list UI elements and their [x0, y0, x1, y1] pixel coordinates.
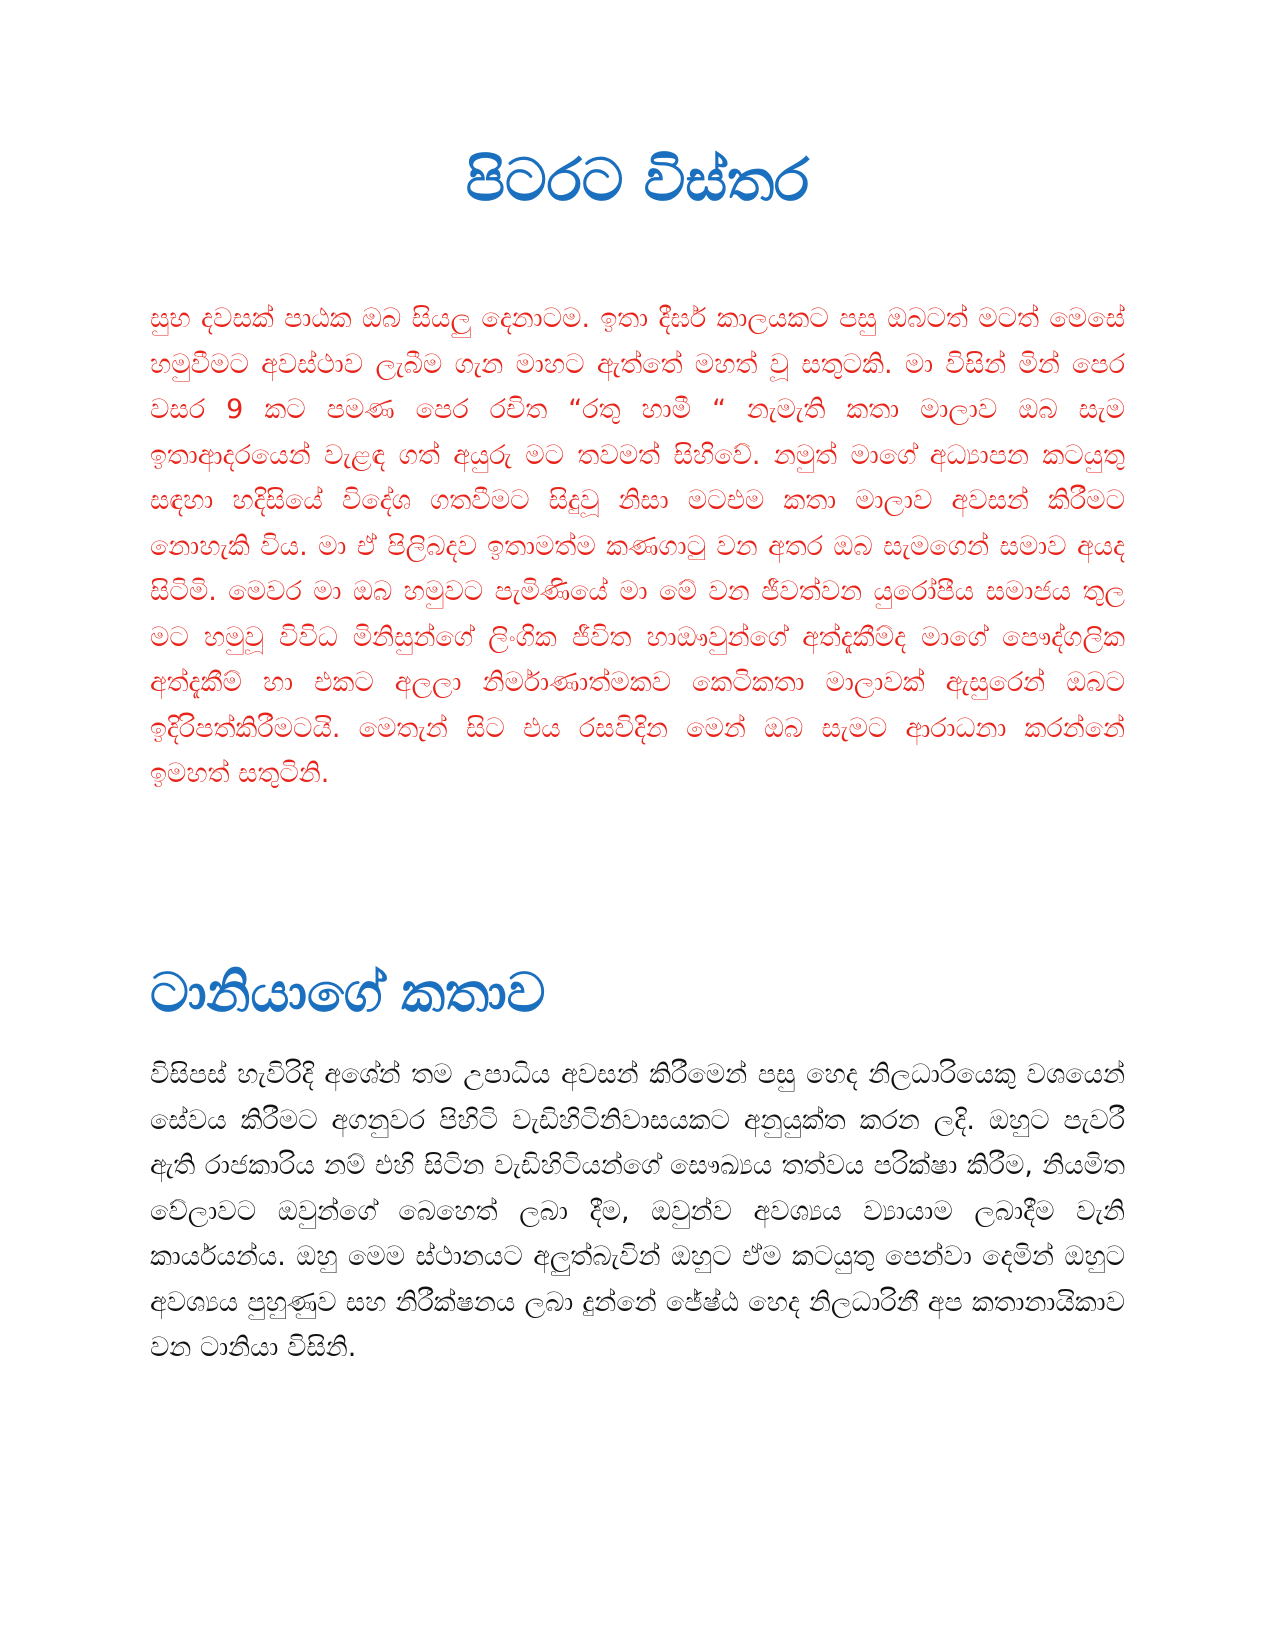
section-heading: ටානියාගේ කතාව — [150, 961, 546, 1024]
story-paragraph: විසිපස් හැවිරිදි අශේන් තම උපාධිය අවසන් කිරීමෙන් පසු හෙද නිලධාරියෙකු වශයෙන් සේවය කිරීමට අගනුවර පිහිටි වැඩිහිටිනිවාසයකට අනුයුක්ත කරන ලදි. ඔහුට පැවරී ඇති රාජකාරිය නම් එහි සිටින වැඩිහිටියන්ගේ සෞඛ්‍යය තත්වය පරික්ෂා කිරීම, නියමිත වේලාවට ඔවුන්ගේ බෙහෙත් ලබා දීම, ඔවුන්ව අවශ්‍යය ව්‍යායාම ලබාදීම වැනි කාර්යයන්ය. ඔහු මෙම ස්ථානයට අලුත්බැවින් ඔහුට ඒම කටයුතු පෙන්වා දෙමින් ඔහුට අවශ්‍යය පුහුණුව සහ නිරීක්ෂනය ලබා දුන්නේ ජේෂ්ඨ හෙද නිලධාරිනී අප කතානායිකාව වන ටානියා විසිනි. — [150, 1059, 1125, 1363]
page-title: පිටරට විස්තර — [465, 146, 810, 214]
intro-paragraph: සුභ දවසක් පාඨක ඔබ සියලු දෙනාටම. ඉතා දීර්ඝ කාලයකට පසු ඔබටත් මටත් මෙසේ හමුවීමට අවස්ථාව ලැබීම ගැන මාහට ඇත්තේ මහත් වූ සතුටකි. මා විසින් මින් පෙර වසර 9 කට පමණ පෙර රචිත “රතු හාමී “ නැමැති කතා මාලාව ඔබ සැම ඉතාආදරයෙන් වැළඳ ගත් අයුරු මට තවමත් සිහිවේ. නමුත් මාගේ අධ්‍යාපන කටයුතු සඳහා හදිසියේ විදේශ ගතවීමට සිදුවූ නිසා මටඑම කතා මාලාව අවසන් කිරීමට නොහැකි විය. මා ඒ පිලිබදව ඉතාමත්ම කණගාටු වන අතර ඔබ සැමගෙන් සමාව අයද සිටිමි. මෙවර මා ඔබ හමුවට පැමිණියේ මා මේ වන ජීවත්වන යුරෝපීය සමාජය තුල මට හමුවූ විවිධ මිනිසුන්ගේ ලිංගික ජීවිත හාඖවුන්ගේ අත්දැකීම්ද මාගේ පෞද්ගලික අත්දැකීම් හා එකට අලලා නිර්මාණාත්මකව කෙටිකතා මාලාවක් ඇසුරෙන් ඔබට ඉදිරිපත්කිරීමටයි. මෙතැන් සිට එය රසවිදින මෙන් ඔබ සැමට ආරාධනා කරන්නේ ඉමහත් සතුටිනි. — [150, 303, 1125, 789]
